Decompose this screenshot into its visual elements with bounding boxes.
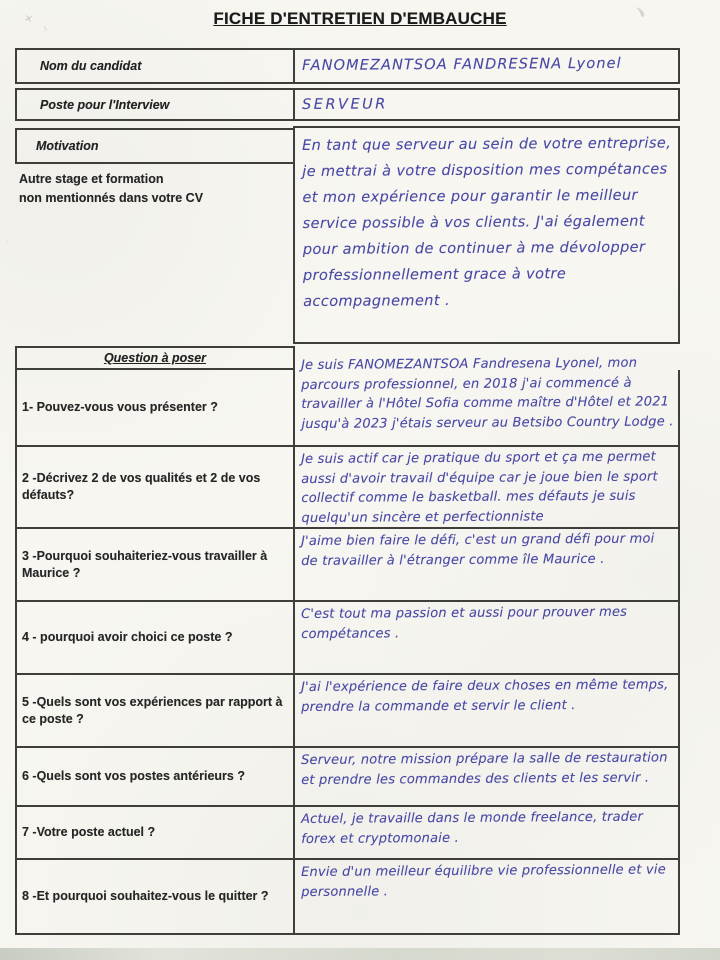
answer-cell (295, 860, 678, 933)
question-label: 3 -Pourquoi souhaiteriez-vous travailler à Maurice ? (22, 548, 268, 580)
question-label: 6 -Quels sont vos postes antérieurs ? (22, 769, 245, 783)
answer-cell (295, 602, 678, 673)
motivation-handwritten: En tant que serveur au sein de votre entreprise, je mettrai à votre disposition mes compétances et mon expérience pour garantir le meilleur service possible à vos clients. J'ai également pour ambition de continuer à me dévolopper professionnellement grace à votre accompagnement . (302, 135, 672, 310)
field-row-position (15, 88, 680, 121)
table-row (17, 447, 678, 529)
motivation-note (19, 170, 279, 208)
candidate-name-answer-cell (295, 50, 678, 82)
answer-cell (295, 807, 678, 858)
question-cell (17, 748, 295, 805)
motivation-note-line2: non mentionnés dans votre CV (19, 191, 204, 205)
answer-handwritten: Envie d'un meilleur équilibre vie professionnelle et vie personnelle . (301, 862, 666, 900)
candidate-name-handwritten: FANOMEZANTSOA FANDRESENA Lyonel (302, 55, 622, 74)
answer-cell (295, 748, 678, 805)
answer-handwritten: Je suis FANOMEZANTSOA Fandresena Lyonel, mon parcours professionnel, en 2018 j'ai commencé à travailler à l'Hôtel Sofia comme maître d'Hôtel et 2021 jusqu'à 2023 j'étais serveur au Betsibo Country Lodge . (301, 355, 674, 432)
question-cell (17, 860, 295, 933)
table-row (17, 748, 678, 807)
answer-cell (295, 447, 678, 527)
answer-handwritten: Serveur, notre mission prépare la salle de restauration et prendre les commandes des clients et les servir . (301, 750, 668, 788)
field-row-candidate-name (15, 48, 680, 84)
question-cell (17, 602, 295, 673)
table-row (17, 602, 678, 675)
candidate-name-label-cell (17, 50, 295, 82)
questions-header: Question à poser (103, 351, 207, 365)
question-cell (17, 370, 295, 445)
page-title: FICHE D'ENTRETIEN D'EMBAUCHE (213, 9, 507, 28)
table-row (17, 675, 678, 748)
table-row (17, 529, 678, 602)
answer-handwritten: J'aime bien faire le défi, c'est un grand défi pour moi de travailler à l'étranger comme île Maurice . (301, 531, 655, 569)
candidate-name-label: Nom du candidat (40, 59, 142, 73)
position-handwritten: SERVEUR (302, 95, 388, 113)
answer-handwritten: J'ai l'expérience de faire deux choses en même temps, prendre la commande et servir le client . (301, 677, 669, 715)
answer-cell (295, 355, 678, 445)
question-label: 2 -Décrivez 2 de vos qualités et 2 de vos défauts? (22, 471, 261, 502)
question-label: 1- Pouvez-vous vous présenter ? (22, 400, 218, 414)
position-answer-cell (295, 90, 678, 119)
scan-artifact: ﹅ (632, 4, 648, 21)
scan-artifact: ᵡ (42, 23, 50, 36)
position-label: Poste pour l'Interview (40, 97, 170, 112)
question-label: 5 -Quels sont vos expériences par rapport à ce poste ? (22, 694, 283, 726)
scan-artifact: ✕ (22, 13, 34, 26)
question-cell (17, 807, 295, 858)
question-label: 4 - pourquoi avoir choici ce poste ? (22, 630, 233, 644)
answer-handwritten: Je suis actif car je pratique du sport et ça me permet aussi d'avoir travail d'équipe car je joue bien le sport collectif comme le basketball. mes défauts je suis quelqu'un sincère et perfectionniste (301, 449, 658, 526)
table-row (17, 807, 678, 860)
position-label-cell (17, 90, 295, 119)
question-cell (17, 529, 295, 600)
question-cell (17, 447, 295, 527)
table-row (17, 860, 678, 935)
motivation-label: Motivation (36, 139, 99, 153)
question-label: 7 -Votre poste actuel ? (22, 825, 156, 839)
questions-header-box (15, 346, 295, 370)
answer-cell (295, 675, 678, 746)
motivation-note-line1: Autre stage et formation (19, 172, 164, 186)
question-label: 8 -Et pourquoi souhaitez-vous le quitter ? (22, 889, 269, 903)
motivation-label-box (15, 128, 295, 164)
answer-cell (295, 529, 678, 600)
question-cell (17, 675, 295, 746)
answer-handwritten: Actuel, je travaille dans le monde freelance, trader forex et cryptomonaie . (301, 809, 644, 847)
motivation-answer-cell (293, 126, 680, 344)
scan-edge-band (0, 948, 720, 960)
answer-handwritten: C'est tout ma passion et aussi pour prouver mes compétances . (301, 604, 628, 642)
scan-artifact: · (6, 236, 10, 247)
